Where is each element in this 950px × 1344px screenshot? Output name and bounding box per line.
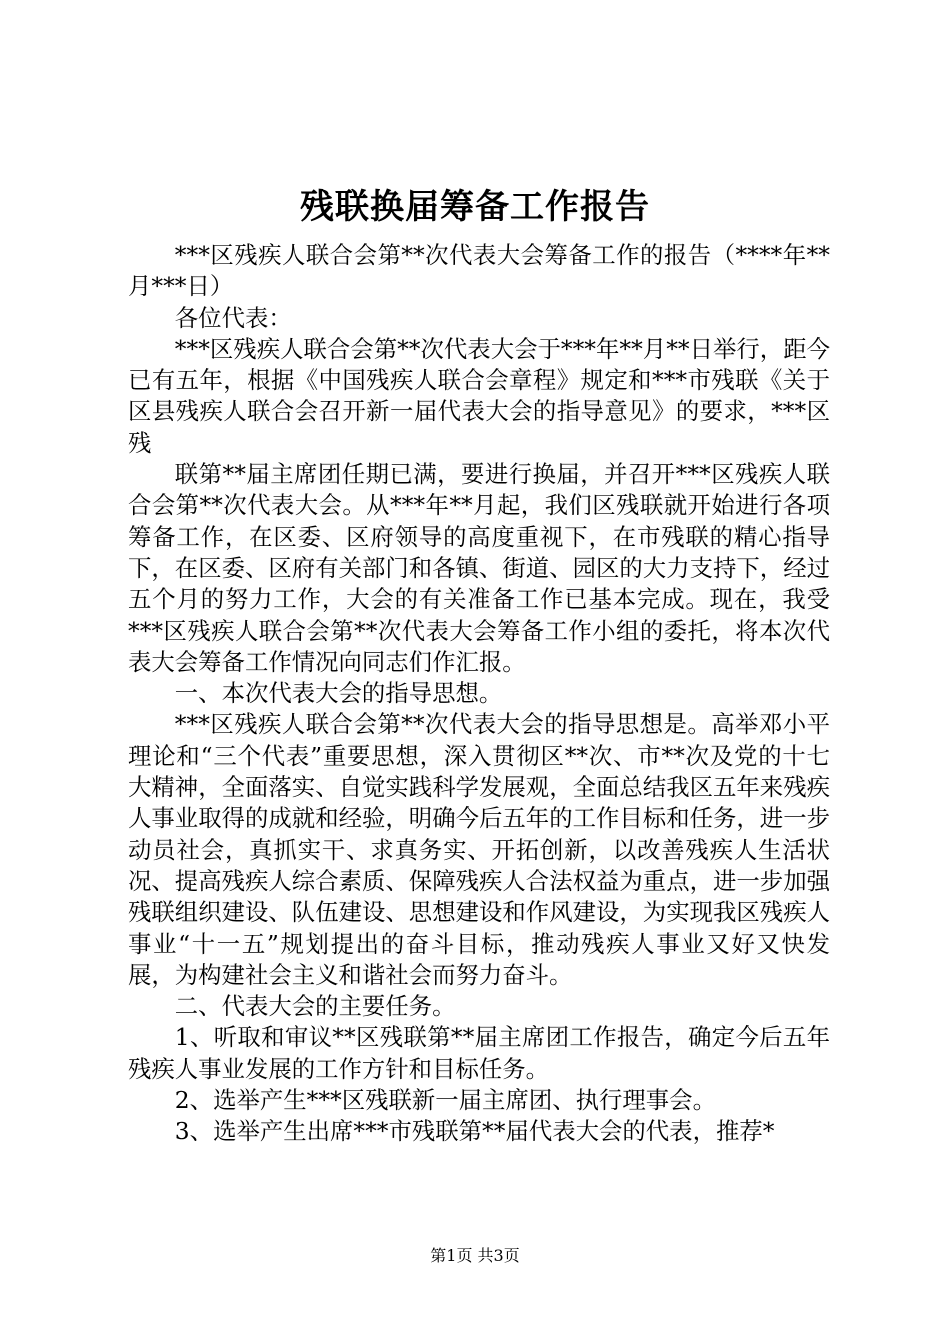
section-heading-main-tasks: 二、代表大会的主要任务。 [174,992,456,1021]
paragraph-guiding-ideology: ***区残疾人联合会第**次代表大会的指导思想是。高举邓小平理论和“三个代表”重要思想，深入贯彻区**次、市**次及党的十七大精神，全面落实、自觉实践科学发展观，全面总结我区五年来残疾人事业取得的成就和经验，明确今后五年的工作目标和任务，进一步动员社会，真抓实干、求真务实、开拓创新，以改善残疾人生活状况、提高残疾人综合素质、保障残疾人合法权益为重点，进一步加强残联组织建设、队伍建设、思想建设和作风建设，为实现我区残疾人事业“十一五”规划提出的奋斗目标，推动残疾人事业又好又快发展，为构建社会主义和谐社会而努力奋斗。 [128,710,830,989]
section-heading-guiding-ideology: 一、本次代表大会的指导思想。 [174,679,503,708]
list-item-task-1: 1、听取和审议**区残联第**届主席团工作报告，确定今后五年残疾人事业发展的工作方针和目标任务。 [128,1023,830,1083]
document-title: 残联换届筹备工作报告 [300,187,650,227]
paragraph-preparation: 联第**届主席团任期已满，要进行换届，并召开***区残疾人联合会第**次代表大会。从***年**月起，我们区残联就开始进行各项筹备工作，在区委、区府领导的高度重视下，在市残联的精心指导下，在区委、区府有关部门和各镇、街道、园区的大力支持下，经过五个月的努力工作，大会的有关准备工作已基本完成。现在，我受***区残疾人联合会第**次代表大会筹备工作小组的委托，将本次代表大会筹备工作情况向同志们作汇报。 [128,460,830,676]
paragraph-report-heading: ***区残疾人联合会第**次代表大会筹备工作的报告（****年**月***日） [128,241,830,301]
paragraph-intro: ***区残疾人联合会第**次代表大会于***年**月**日举行，距今已有五年，根据《中国残疾人联合会章程》规定和***市残联《关于区县残疾人联合会召开新一届代表大会的指导意见》的要求，***区残 [128,334,830,457]
list-item-task-2: 2、选举产生***区残联新一届主席团、执行理事会。 [174,1086,716,1115]
document-body [128,240,830,1148]
list-item-task-3: 3、选举产生出席***市残联第**届代表大会的代表，推荐* [174,1117,775,1146]
page-number-footer: 第1页 共3页 [430,1246,520,1265]
paragraph-salutation: 各位代表： [174,303,292,332]
